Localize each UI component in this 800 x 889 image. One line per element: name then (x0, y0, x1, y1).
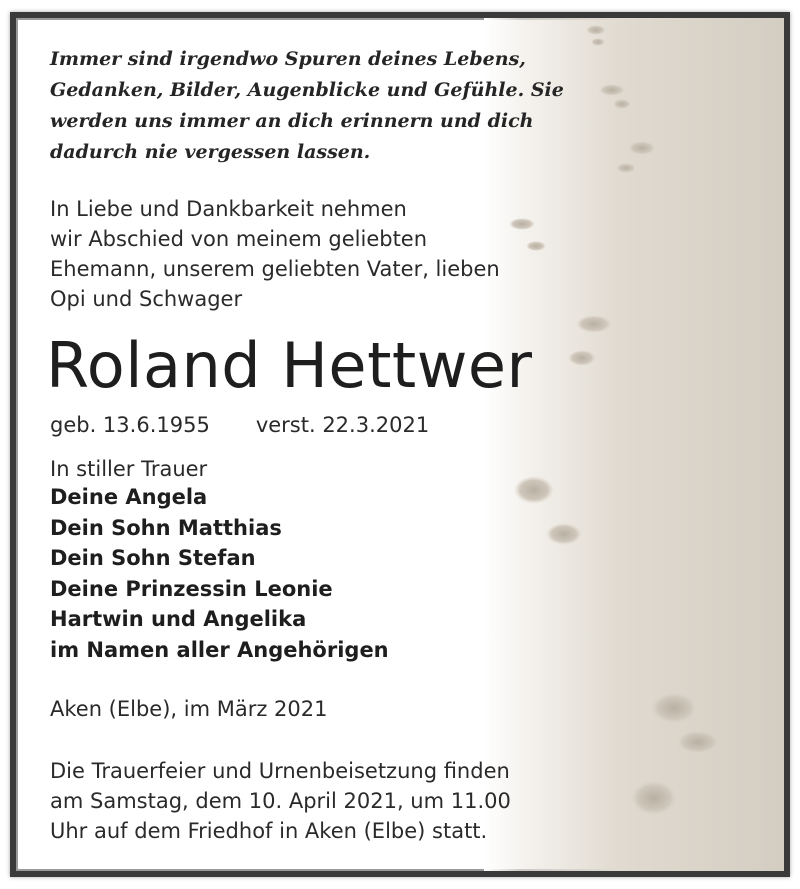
mourner-item: Deine Angela (50, 485, 208, 509)
mourning-heading: In stiller Trauer (50, 457, 208, 481)
funeral-details: Die Trauerfeier und Urnenbeisetzung finden am Samstag, dem 10. April 2021, um 11.00 Uhr auf dem Friedhof in Aken (Elbe) statt. (50, 759, 511, 843)
deceased-name: Roland Hettwer (46, 329, 533, 402)
footprint-1 (586, 25, 606, 46)
footprint-3 (616, 141, 656, 173)
footprint-6 (514, 476, 582, 545)
mourner-item: im Namen aller Angehörigen (50, 637, 389, 662)
footprint-7 (650, 692, 720, 754)
memorial-quote: Immer sind irgendwo Spuren deines Lebens, Gedanken, Bilder, Augenblicke und Gefühle. Sie werden uns immer an dich erinnern und dich dadurch nie vergessen lassen. (50, 48, 564, 163)
mourner-item: Dein Sohn Matthias (50, 515, 282, 540)
mourner-item: Dein Sohn Stefan (50, 546, 256, 570)
mourner-item: Hartwin und Angelika (50, 607, 307, 631)
life-dates (50, 410, 429, 440)
farewell-intro: In Liebe und Dankbarkeit nehmen wir Abschied von meinem geliebten Ehemann, unserem geliebten Vater, lieben Opi und Schwager (50, 197, 500, 311)
footprint-2 (599, 84, 631, 109)
place-and-date: Aken (Elbe), im März 2021 (50, 697, 328, 721)
death-date: verst. 22.3.2021 (255, 413, 430, 437)
obituary-notice (10, 12, 790, 877)
footprint-8 (630, 780, 678, 816)
mourner-item: Deine Prinzessin Leonie (50, 576, 333, 601)
mourners-list (50, 482, 389, 665)
birth-date: geb. 13.6.1955 (50, 413, 210, 437)
footprint-5 (568, 315, 612, 366)
